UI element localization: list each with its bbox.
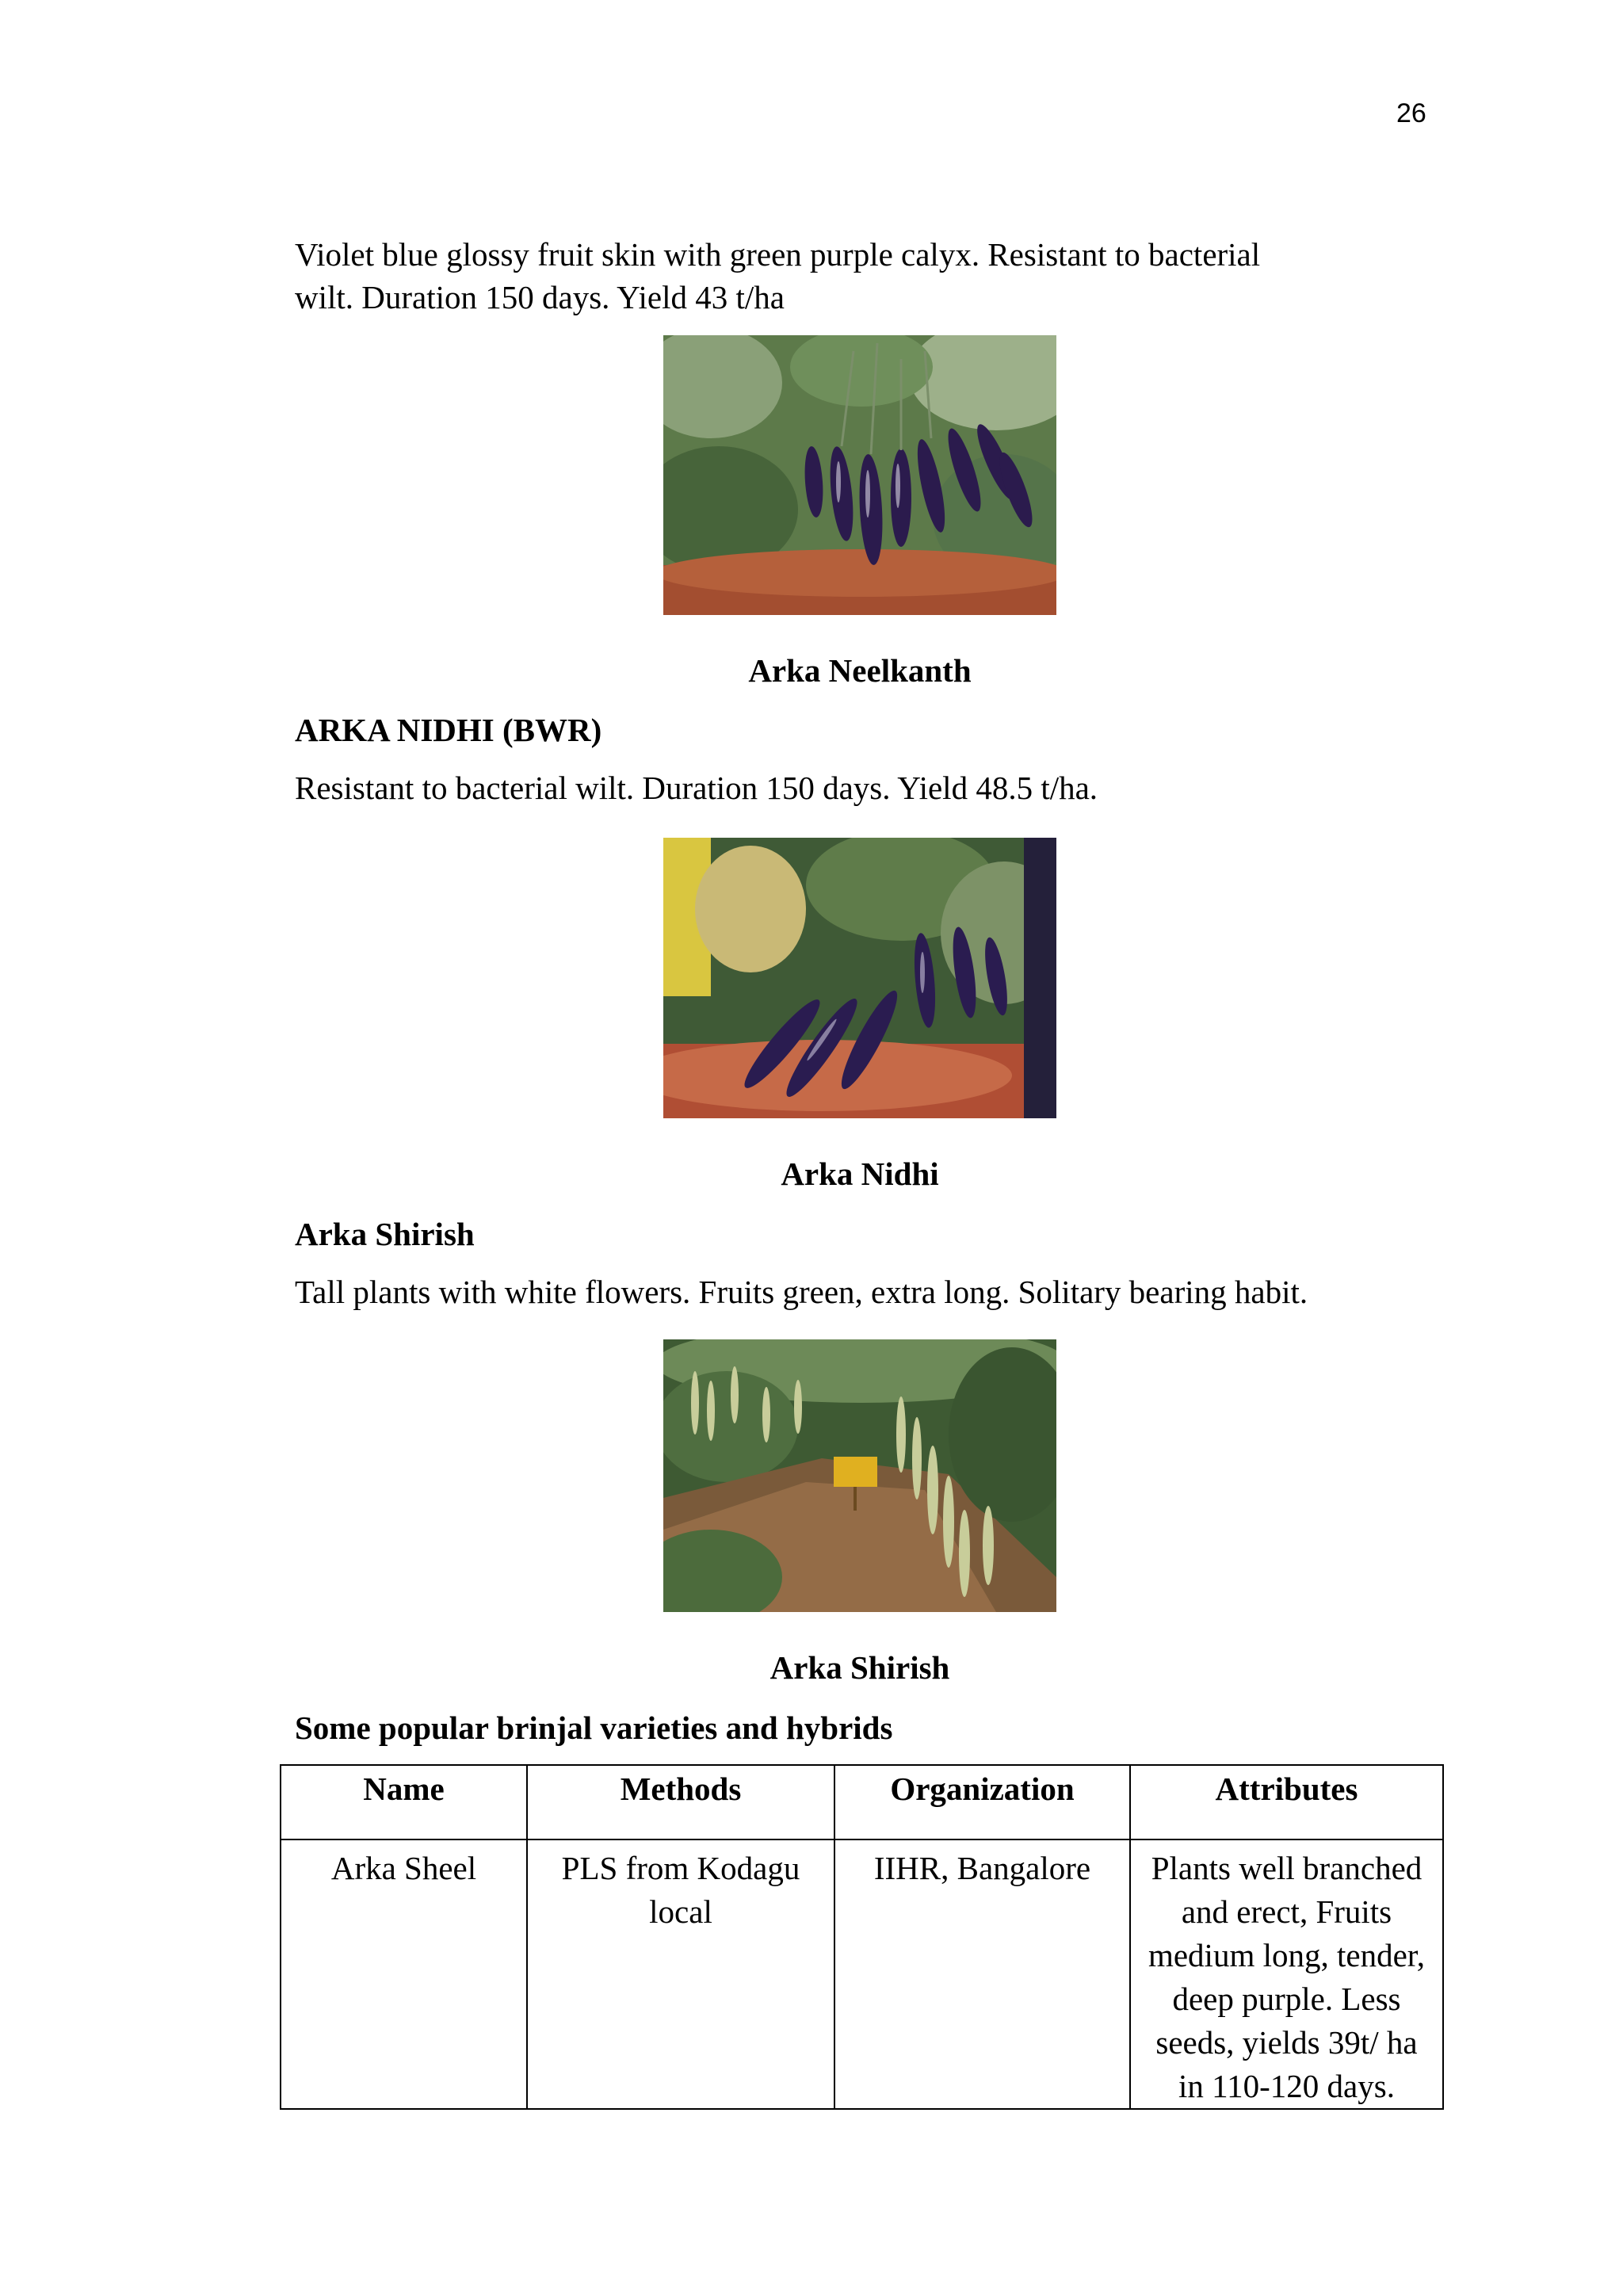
caption-arka-neelkanth: Arka Neelkanth	[748, 652, 972, 689]
brinjal-varieties-table	[280, 1764, 1444, 2110]
intro-line-1: Violet blue glossy fruit skin with green purple calyx. Resistant to bacterial	[295, 236, 1261, 273]
arka-nidhi-photo	[663, 838, 1056, 1118]
header-organization: Organization	[834, 1765, 1130, 1839]
cell-attributes: Plants well branched and erect, Fruits medium long, tender, deep purple. Less seeds, yields 39t/ ha in 110-120 days.	[1130, 1839, 1443, 2109]
caption-arka-shirish: Arka Shirish	[769, 1649, 950, 1686]
arka-shirish-description: Tall plants with white flowers. Fruits green, extra long. Solitary bearing habit.	[295, 1274, 1308, 1310]
table-header-row	[281, 1765, 1443, 1839]
header-name: Name	[281, 1765, 527, 1839]
header-methods: Methods	[527, 1765, 834, 1839]
arka-shirish-photo	[663, 1339, 1056, 1612]
header-attributes: Attributes	[1130, 1765, 1443, 1839]
heading-arka-shirish: Arka Shirish	[295, 1216, 475, 1252]
intro-line-2: wilt. Duration 150 days. Yield 43 t/ha	[295, 279, 785, 315]
table-row	[281, 1839, 1443, 2109]
cell-name: Arka Sheel	[281, 1839, 527, 2109]
table-title: Some popular brinjal varieties and hybrids	[295, 1710, 893, 1746]
cell-organization: IIHR, Bangalore	[834, 1839, 1130, 2109]
page-number: 26	[1396, 98, 1426, 128]
cell-methods: PLS from Kodagu local	[527, 1839, 834, 2109]
arka-neelkanth-photo	[663, 335, 1056, 615]
heading-arka-nidhi: ARKA NIDHI (BWR)	[295, 712, 602, 748]
arka-nidhi-description: Resistant to bacterial wilt. Duration 150 days. Yield 48.5 t/ha.	[295, 770, 1098, 806]
caption-arka-nidhi: Arka Nidhi	[781, 1156, 939, 1192]
